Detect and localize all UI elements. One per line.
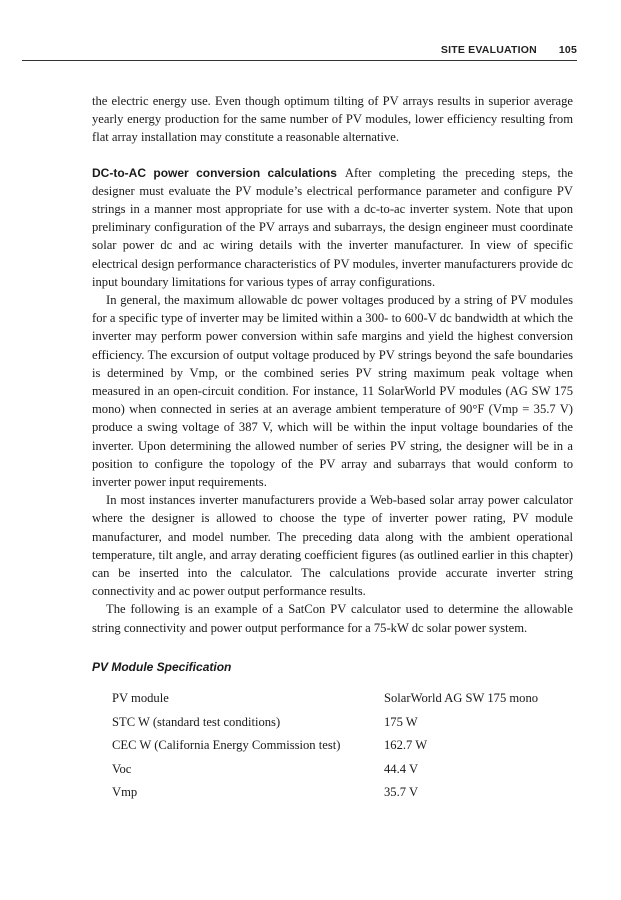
paragraph-continued: the electric energy use. Even though optimum tilting of PV arrays results in superior average yearly energy production for the same number of PV modules, lower efficiency resulting from flat array installation may constitute a reasonable alternative. <box>92 94 573 145</box>
running-head-section: SITE EVALUATION <box>440 44 537 56</box>
table-row <box>112 781 538 805</box>
spec-label: STC W (standard test conditions) <box>112 714 281 729</box>
paragraph-dc-ac-intro-text: After completing the preceding steps, the designer must evaluate the PV module’s electrical performance parameter and configure PV strings in a manner most appropriate for use with a dc-to-ac inverter system. Note that upon preliminary configuration of the PV arrays and subarrays, the design engineer must coordinate solar power dc and ac wiring details with the inverter manufacturer. In view of specific electrical design performance characteristics of PV modules, inverter manufacturers provide dc input boundary limitations for various types of array configurations. <box>92 165 574 289</box>
table-row <box>112 710 538 734</box>
spec-label: CEC W (California Energy Commission test) <box>112 738 341 753</box>
table-row <box>112 757 538 781</box>
paragraph-satcon-example: The following is an example of a SatCon PV calculator used to determine the allowable string connectivity and power output performance for a 75-kW dc solar power system. <box>92 602 573 635</box>
running-head <box>441 44 577 56</box>
body-text <box>92 92 573 804</box>
spec-label: Voc <box>112 761 132 776</box>
spec-section-title: PV Module Specification <box>92 659 232 674</box>
spec-value: 175 W <box>384 714 418 729</box>
run-in-heading: DC-to-AC power conversion calculations <box>92 165 337 180</box>
spec-label: Vmp <box>112 785 138 800</box>
paragraph-voltage-limits: In general, the maximum allowable dc power voltages produced by a string of PV modules for a specific type of inverter may be limited within a 300- to 600-V dc bandwidth at which the inverter may perform power conversion within safe margins and yield the highest conversion efficiency. The excursion of output voltage produced by PV strings beyond the safe boundaries is determined by Vmp, or the combined series PV string maximum peak voltage when measured in an open-circuit condition. For instance, 11 SolarWorld PV modules (AG SW 175 mono) when connected in series at an average ambient temperature of 90°F (Vmp = 35.7 V) produce a swing voltage of 387 V, which will be within the input voltage boundaries of the inverter. Upon determining the allowed number of series PV string, the designer will be in a position to configure the topology of the PV array and subarrays that would conform to inverter power input requirements. <box>92 293 573 490</box>
header-rule <box>22 60 577 61</box>
spec-value: 162.7 W <box>384 738 428 753</box>
paragraph-dc-ac-intro <box>92 164 573 291</box>
spec-label: PV module <box>112 691 169 706</box>
spec-value: SolarWorld AG SW 175 mono <box>384 691 539 706</box>
spec-value: 44.4 V <box>384 761 419 776</box>
spec-table <box>112 687 538 805</box>
table-row <box>112 687 538 711</box>
paragraph-web-calculator: In most instances inverter manufacturers provide a Web-based solar array power calculator where the designer is allowed to choose the type of inverter power rating, PV module manufacturer, and model number. The preceding data along with the ambient operational temperature, tilt angle, and array derating coefficient figures (as outlined earlier in this chapter) can be inserted into the calculator. The calculations provide accurate inverter string connectivity and ac power output performance results. <box>92 493 573 599</box>
page-number: 105 <box>558 44 577 56</box>
spec-value: 35.7 V <box>384 785 419 800</box>
table-row <box>112 734 538 758</box>
